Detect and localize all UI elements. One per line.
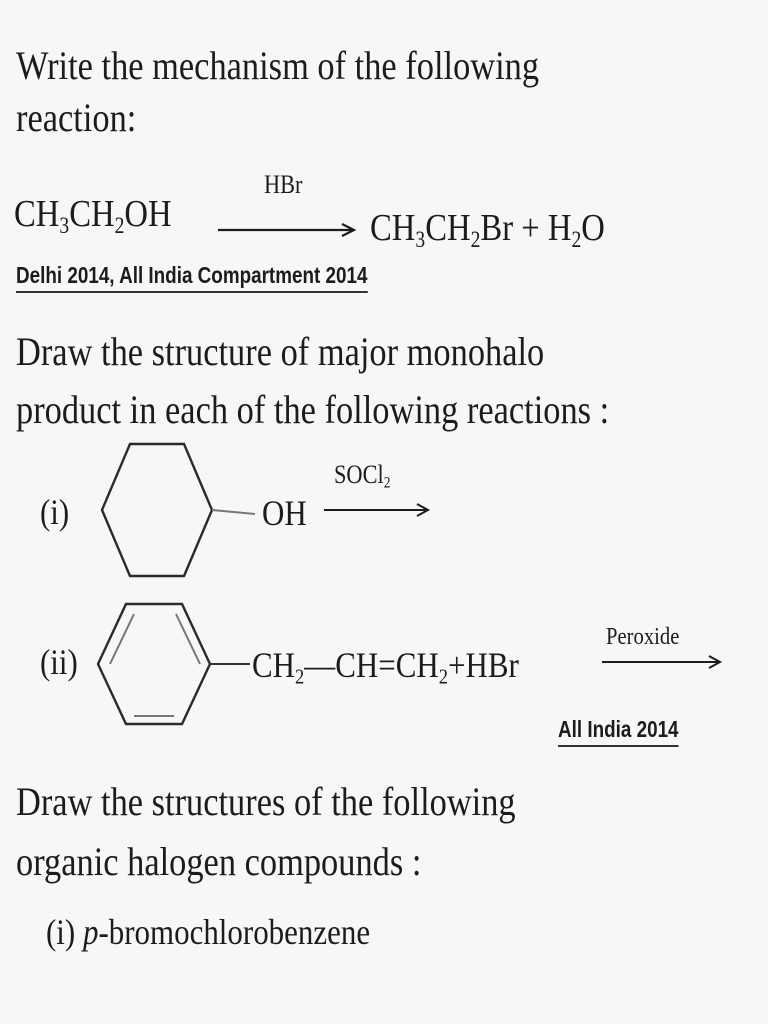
part-i-oh-group: OH <box>262 493 307 533</box>
part-ii-side-chain: $CH_2—CH=CH_2+HBr$ <box>252 645 519 689</box>
question-1-line-1: Write the mechanism of the following <box>16 43 540 88</box>
question-2-source-tag: All India 2014 <box>558 716 679 747</box>
part-ii-reagent: Peroxide <box>606 624 680 650</box>
reaction-1-product: $CH_3CH_2Br + H_2O$ <box>370 207 605 252</box>
part-i-reagent: SOCl$_2$ <box>334 460 391 492</box>
reaction-1-reactant: $CH_3CH_2OH$ <box>14 193 172 238</box>
question-3-line-1: Draw the structures of the following <box>16 779 516 824</box>
question-2-line-2: product in each of the following reactions : <box>16 387 610 432</box>
question-1-source-tag: Delhi 2014, All India Compartment 2014 <box>16 262 367 293</box>
question-1-line-2: reaction: <box>16 95 137 140</box>
part-ii-label: (ii) <box>40 642 78 682</box>
reaction-1-reagent: HBr <box>264 170 303 199</box>
question-3-line-2: organic halogen compounds : <box>16 839 422 884</box>
question-2-line-1: Draw the structure of major monohalo <box>16 329 545 374</box>
question-3-item-i: (i) p-bromochlorobenzene <box>46 912 371 952</box>
part-i-label: (i) <box>40 492 70 532</box>
